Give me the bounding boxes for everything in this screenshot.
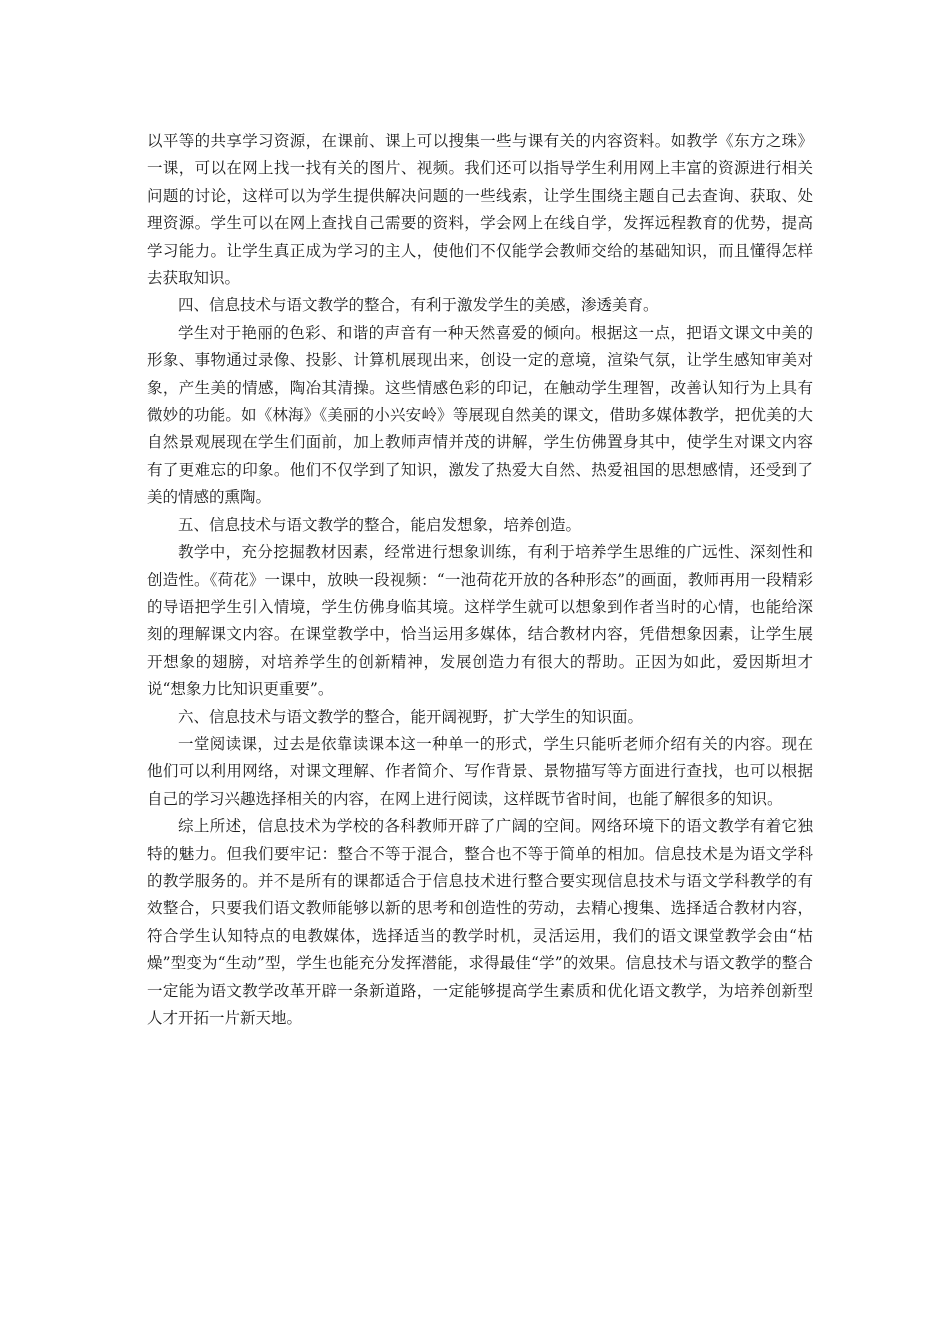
section-heading-4: 四、信息技术与语文教学的整合，有利于激发学生的美感，渗透美育。	[178, 296, 659, 315]
paragraph-aesthetic-education: 学生对于艳丽的色彩、和谐的声音有一种天然喜爱的倾向。根据这一点，把语文课文中美的形象、事物通过录像、投影、计算机展现出来，创设一定的意境，渲染气氛，让学生感知审美对象，产生美的情感，陶冶其清操。这些情感色彩的印记，在触动学生理智，改善认知行为上具有微妙的功能。如《林海》《美丽的小兴安岭》等展现自然美的课文，借助多媒体教学，把优美的大自然景观展现在学生们面前，加上教师声情并茂的讲解，学生仿佛置身其中，使学生对课文内容有了更难忘的印象。他们不仅学到了知识，激发了热爱大自然、热爱祖国的思想感情，还受到了美的情感的熏陶。	[147, 323, 813, 507]
section-heading-6: 六、信息技术与语文教学的整合，能开阔视野，扩大学生的知识面。	[178, 707, 644, 726]
section-heading-5: 五、信息技术与语文教学的整合，能启发想象，培养创造。	[178, 515, 582, 534]
paragraph-conclusion: 综上所述，信息技术为学校的各科教师开辟了广阔的空间。网络环境下的语文教学有着它独特的魅力。但我们要牢记：整合不等于混合，整合也不等于简单的相加。信息技术是为语文学科的教学服务的。并不是所有的课都适合于信息技术进行整合要实现信息技术与语文学科教学的有效整合，只要我们语文教师能够以新的思考和创造性的劳动，去精心搜集、选择适合教材内容，符合学生认知特点的电教媒体，选择适当的教学时机，灵活运用，我们的语文课堂教学会由“枯燥”型变为“生动”型，学生也能充分发挥潜能，求得最佳“学”的效果。信息技术与语文教学的整合一定能为语文教学改革开辟一条新道路，一定能够提高学生素质和优化语文教学，为培养创新型人才开拓一片新天地。	[147, 817, 813, 1027]
paragraph-reading-class: 一堂阅读课，过去是依靠读课本这一种单一的形式，学生只能听老师介绍有关的内容。现在他们可以利用网络，对课文理解、作者简介、写作背景、景物描写等方面进行查找，也可以根据自己的学习兴趣选择相关的内容，在网上进行阅读，这样既节省时间，也能了解很多的知识。	[147, 734, 813, 808]
document-body	[147, 128, 813, 1032]
paragraph-imagination: 教学中，充分挖掘教材因素，经常进行想象训练，有利于培养学生思维的广远性、深刻性和创造性。《荷花》一课中，放映一段视频：“一池荷花开放的各种形态”的画面，教师再用一段精彩的导语把学生引入情境，学生仿佛身临其境。这样学生就可以想象到作者当时的心情，也能给深刻的理解课文内容。在课堂教学中，恰当运用多媒体，结合教材内容，凭借想象因素，让学生展开想象的翅膀，对培养学生的创新精神，发展创造力有很大的帮助。正因为如此，爱因斯坦才说“想象力比知识更重要”。	[147, 543, 813, 699]
paragraph-continuation: 以平等的共享学习资源，在课前、课上可以搜集一些与课有关的内容资料。如教学《东方之珠》一课，可以在网上找一找有关的图片、视频。我们还可以指导学生利用网上丰富的资源进行相关问题的讨论，这样可以为学生提供解决问题的一些线索，让学生围绕主题自己去查询、获取、处理资源。学生可以在网上查找自己需要的资料，学会网上在线自学，发挥远程教育的优势，提高学习能力。让学生真正成为学习的主人，使他们不仅能学会教师交给的基础知识，而且懂得怎样去获取知识。	[147, 132, 813, 288]
